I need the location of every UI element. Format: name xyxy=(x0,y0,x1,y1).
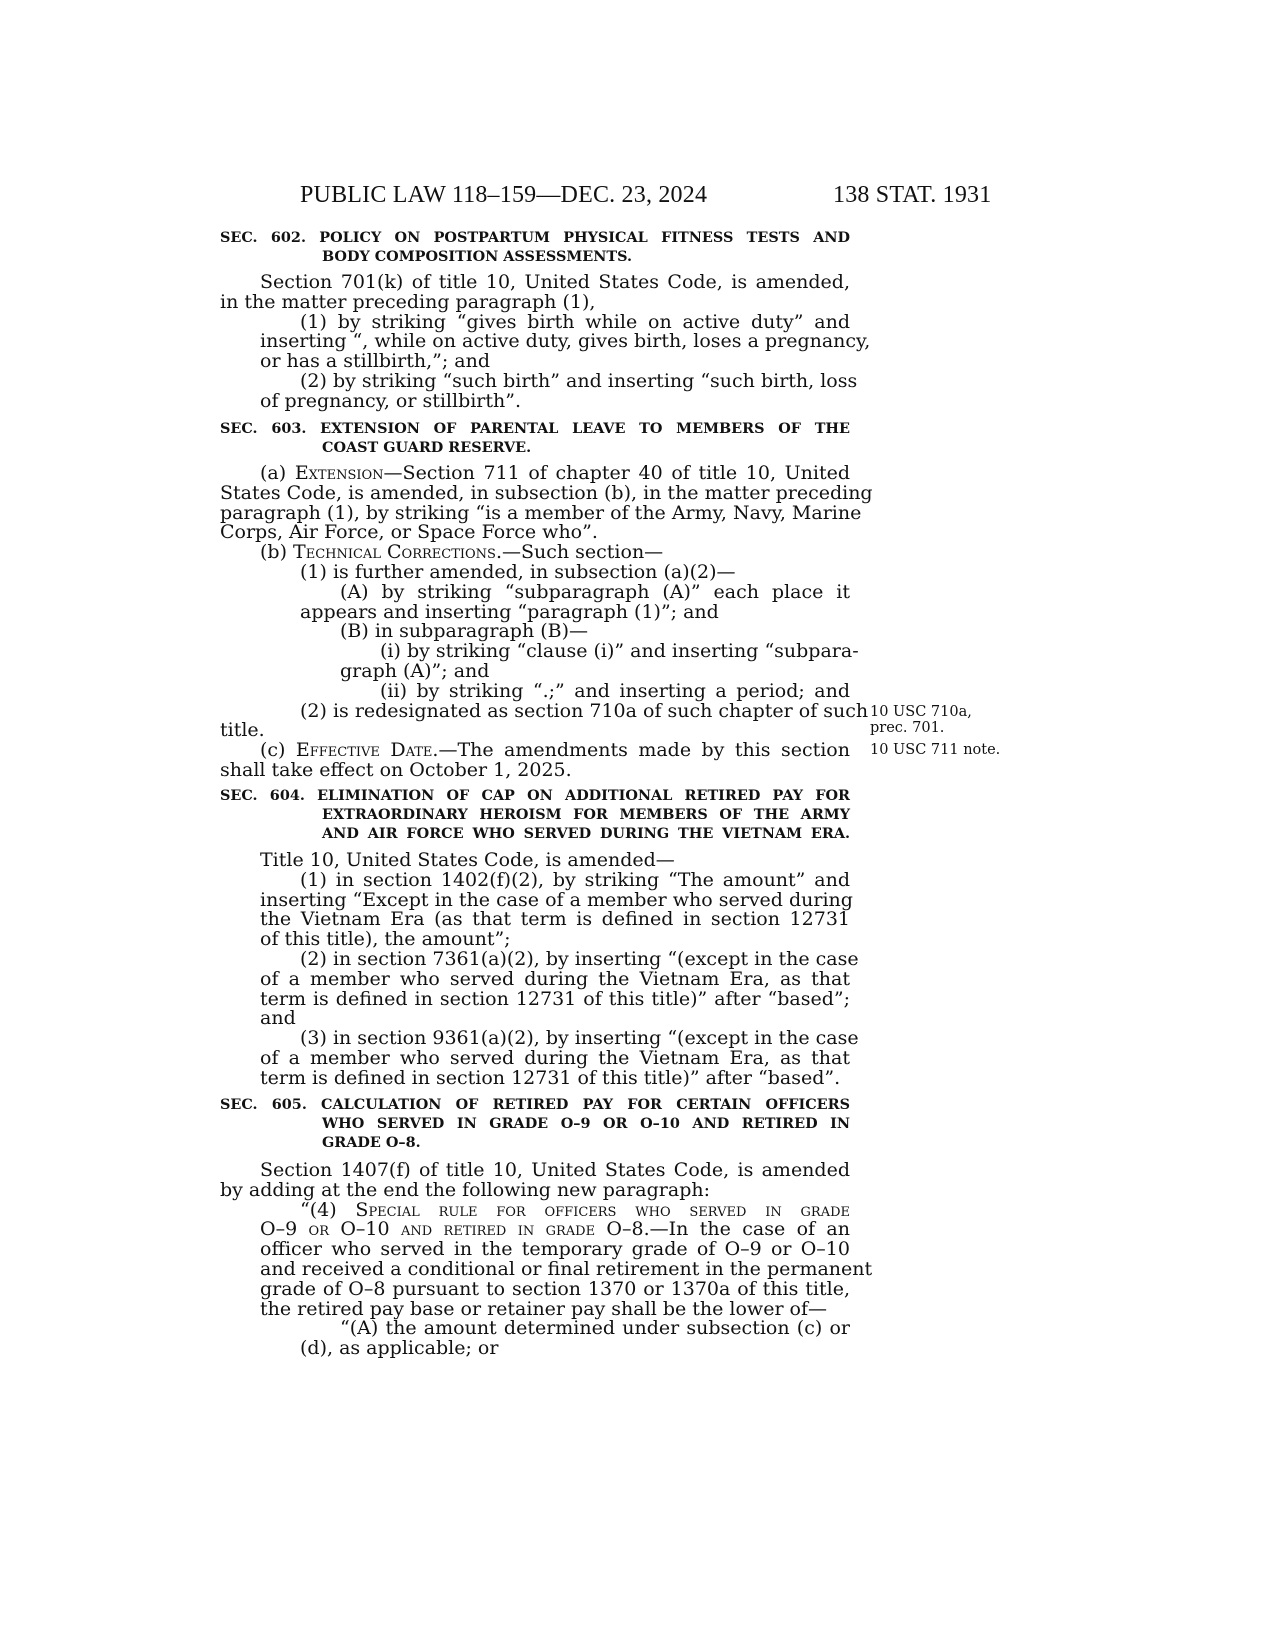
sec-604-heading: SEC. 604. ELIMINATION OF CAP ON ADDITIONAL RETIRED PAY FOR EXTRAORDINARY HEROISM FOR MEMBERS OF THE ARMY AND AIR FORCE WHO SERVED DURING THE VIETNAM ERA. xyxy=(220,787,850,842)
margin-note-710a: 10 USC 710a, prec. 701. xyxy=(870,704,972,736)
sec-605-heading: SEC. 605. CALCULATION OF RETIRED PAY FOR CERTAIN OFFICERS WHO SERVED IN GRADE O–9 OR O–10 AND RETIRED IN GRADE O–8. xyxy=(220,1096,850,1151)
sec-603-body: (a) Extension—Section 711 of chapter 40 of title 10, United States Code, is amended, in subsection (b), in the matter preceding paragraph (1), by striking “is a member of the Army, Navy, Marine Corps, Air Force, or Space Force who”. (b) Technical Corrections.—Such section— (1) is further amended, in subsection (a)(2)— (A) by striking “subparagraph (A)” each place it appears and inserting “paragraph (1)”; and (B) in subparagraph (B)— (i) by striking “clause (i)” and inserting “subpara- graph (A)”; and (ii) by striking “.;” and inserting a period; and (2) is redesignated as section 710a of such chapter of such title. (c) Effective Date.—The amendments made by this section shall take effect on October 1, 2025. xyxy=(220,462,873,781)
sec-602-body: Section 701(k) of title 10, United States Code, is amended, in the matter preceding paragraph (1), (1) by striking “gives birth while on active duty” and inserting “, while on active duty, gives birth, loses a pregnancy, or has a stillbirth,”; and (2) by striking “such birth” and inserting “such birth, loss of pregnancy, or stillbirth”. xyxy=(220,271,871,412)
sec-605-body: Section 1407(f) of title 10, United States Code, is amended by adding at the end the following new paragraph: “(4) Special rule for officers who served in grade O–9 or O–10 and retired in grade O–8.—In the case of an officer who served in the temporary grade of O–9 or O–10 and received a conditional or final retirement in the permanent grade of O–8 pursuant to section 1370 or 1370a of this title, the retired pay base or retainer pay shall be the lower of— “(A) the amount determined under subsection (c) or (d), as applicable; or xyxy=(220,1159,873,1360)
sec-602-heading: SEC. 602. POLICY ON POSTPARTUM PHYSICAL FITNESS TESTS AND BODY COMPOSITION ASSESSMENTS. xyxy=(220,229,850,265)
running-header-law: PUBLIC LAW 118–159—DEC. 23, 2024 xyxy=(300,182,708,208)
sec-603-heading: SEC. 603. EXTENSION OF PARENTAL LEAVE TO MEMBERS OF THE COAST GUARD RESERVE. xyxy=(220,420,850,456)
sec-604-body: Title 10, United States Code, is amended— (1) in section 1402(f)(2), by striking “The amount” and inserting “Except in the case of a member who served during the Vietnam Era (as that term is defined in section 12731 of this title), the amount”; (2) in section 7361(a)(2), by inserting “(except in the case of a member who served during the Vietnam Era, as that term is defined in section 12731 of this title)” after “based”; and (3) in section 9361(a)(2), by inserting “(except in the case of a member who served during the Vietnam Era, as that term is defined in section 12731 of this title)” after “based”. xyxy=(260,849,859,1089)
margin-note-711: 10 USC 711 note. xyxy=(870,742,1001,758)
running-header-stat-page: 138 STAT. 1931 xyxy=(833,182,992,208)
